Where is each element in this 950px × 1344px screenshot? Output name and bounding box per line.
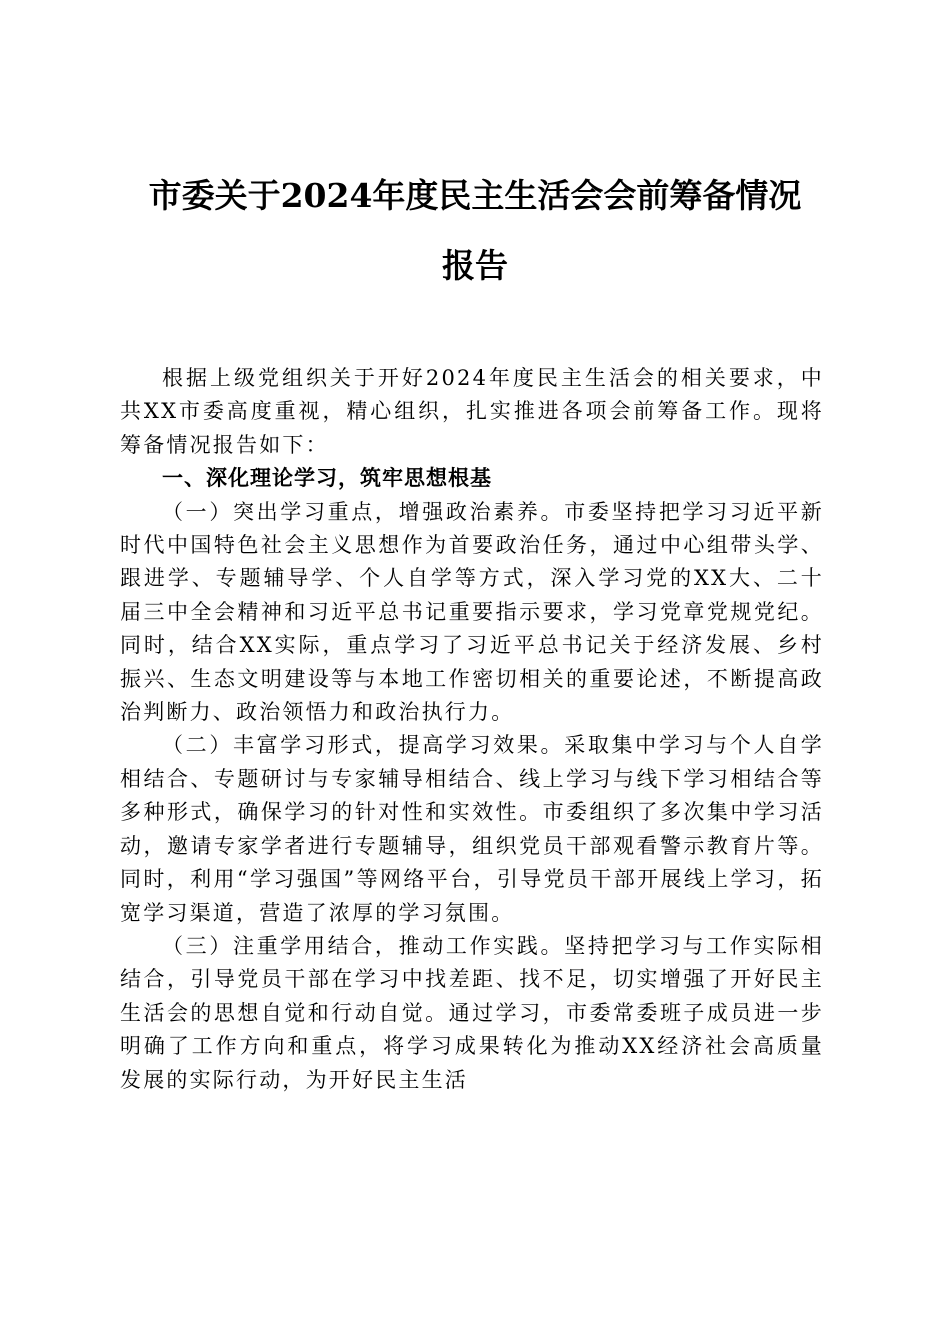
body-paragraph-2: （二）丰富学习形式，提高学习效果。采取集中学习与个人自学相结合、专题研讨与专家辅导相结合、线上学习与线下学习相结合等多种形式，确保学习的针对性和实效性。市委组织了多次集中学习活动，邀请专家学者进行专题辅导，组织党员干部观看警示教育片等。同时，利用“学习强国”等网络平台，引导党员干部开展线上学习，拓宽学习渠道，营造了浓厚的学习氛围。 [120,733,824,925]
body-paragraph-3: （三）注重学用结合，推动工作实践。坚持把学习与工作实际相结合，引导党员干部在学习中找差距、找不足，切实增强了开好民主生活会的思想自觉和行动自觉。通过学习，市委常委班子成员进一步明确了工作方向和重点，将学习成果转化为推动XX经济社会高质量发展的实际行动，为开好民主生活 [120,933,824,1092]
body-paragraph-1: （一）突出学习重点，增强政治素养。市委坚持把学习习近平新时代中国特色社会主义思想作为首要政治任务，通过中心组带头学、跟进学、专题辅导学、个人自学等方式，深入学习党的XX大、二十届三中全会精神和习近平总书记重要指示要求，学习党章党规党纪。同时，结合XX实际，重点学习了习近平总书记关于经济发展、乡村振兴、生态文明建设等与本地工作密切相关的重要论述，不断提高政治判断力、政治领悟力和政治执行力。 [120,499,824,725]
section-heading-1: 一、深化理论学习，筑牢思想根基 [162,466,492,491]
document-title-line1: 市委关于2024年度民主生活会会前筹备情况 [148,176,802,215]
intro-paragraph: 根据上级党组织关于开好2024年度民主生活会的相关要求，中共XX市委高度重视，精心组织，扎实推进各项会前筹备工作。现将筹备情况报告如下： [120,366,824,457]
document-title-line2: 报告 [442,246,508,285]
document-body [120,362,824,1097]
